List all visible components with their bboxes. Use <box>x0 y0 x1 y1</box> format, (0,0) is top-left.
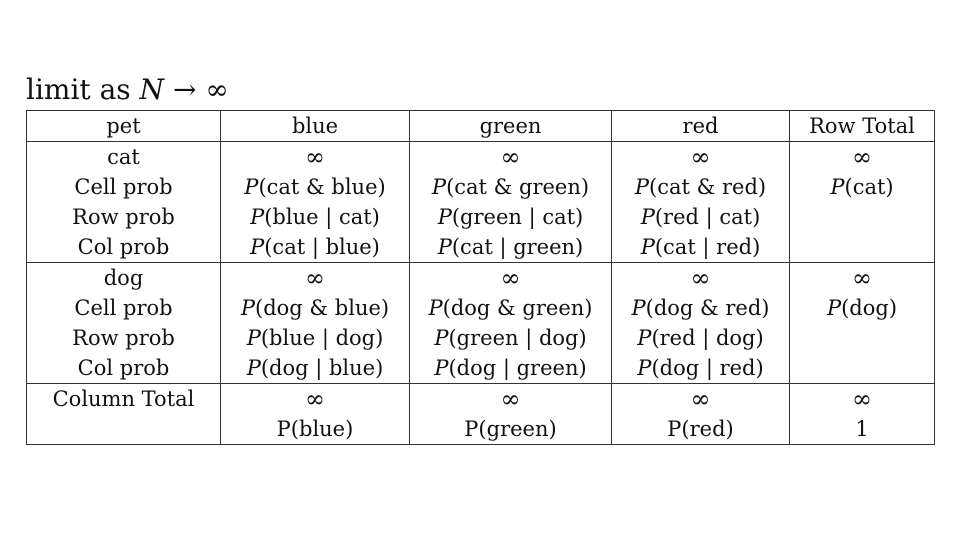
grand-total-count: ∞ <box>790 384 935 415</box>
prob-cell <box>612 293 790 323</box>
table-row <box>27 142 935 173</box>
prob-symbol: P <box>640 235 655 259</box>
prob-cell <box>410 172 612 202</box>
prob-cell <box>221 172 410 202</box>
prob-symbol: P <box>431 175 447 199</box>
prob-expr: (cat) <box>844 175 894 199</box>
table-row <box>27 414 935 445</box>
prob-cell <box>612 172 790 202</box>
empty-cell <box>790 232 935 263</box>
prob-symbol: P <box>246 326 261 350</box>
empty-cell <box>790 353 935 384</box>
table-row <box>27 202 935 232</box>
count-cell: ∞ <box>612 384 790 415</box>
arrow-icon: → <box>172 73 197 106</box>
group-label-cat: cat <box>27 142 221 173</box>
row-label-col-prob: Col prob <box>27 353 221 384</box>
header-green: green <box>410 111 612 142</box>
prob-cell <box>612 202 790 232</box>
prob-cell <box>221 293 410 323</box>
count-cell: ∞ <box>612 263 790 294</box>
prob-expr: (dog & green) <box>442 296 593 320</box>
count-cell: ∞ <box>410 384 612 415</box>
table-row <box>27 172 935 202</box>
prob-symbol: P <box>434 326 449 350</box>
prob-symbol: P <box>640 205 655 229</box>
prob-expr: (cat & red) <box>649 175 767 199</box>
prob-symbol: P <box>437 205 452 229</box>
grand-total-prob: 1 <box>790 414 935 445</box>
prob-expr: (cat | blue) <box>264 235 380 259</box>
title-prefix: limit as <box>26 73 131 106</box>
prob-symbol: P <box>250 205 265 229</box>
row-label-cell-prob: Cell prob <box>27 293 221 323</box>
prob-symbol: P <box>428 296 443 320</box>
prob-symbol: P <box>637 326 652 350</box>
row-total-count: ∞ <box>790 263 935 294</box>
prob-expr: (cat | red) <box>654 235 761 259</box>
group-label-dog: dog <box>27 263 221 294</box>
empty-cell <box>27 414 221 445</box>
prob-cell <box>410 323 612 353</box>
prob-expr: (red | cat) <box>654 205 761 229</box>
column-total-blue: P(blue) <box>221 414 410 445</box>
prob-cell <box>221 353 410 384</box>
header-pet: pet <box>27 111 221 142</box>
prob-cell <box>410 293 612 323</box>
prob-symbol: P <box>250 235 265 259</box>
prob-symbol: P <box>634 175 650 199</box>
prob-symbol: P <box>437 235 452 259</box>
prob-cell <box>221 202 410 232</box>
header-row-total: Row Total <box>790 111 935 142</box>
count-cell: ∞ <box>221 263 410 294</box>
prob-cell <box>612 232 790 263</box>
row-total-count: ∞ <box>790 142 935 173</box>
prob-expr: (blue | dog) <box>260 326 384 350</box>
prob-expr: (green | dog) <box>448 326 587 350</box>
prob-expr: (dog & red) <box>645 296 770 320</box>
header-red: red <box>612 111 790 142</box>
prob-cell <box>612 323 790 353</box>
count-cell: ∞ <box>221 384 410 415</box>
prob-expr: (dog | green) <box>448 356 587 380</box>
prob-cell <box>410 353 612 384</box>
count-cell: ∞ <box>612 142 790 173</box>
prob-expr: (dog | red) <box>651 356 764 380</box>
infinity-symbol: ∞ <box>205 73 229 106</box>
prob-symbol: P <box>240 296 256 320</box>
table-row <box>27 323 935 353</box>
column-total-label: Column Total <box>27 384 221 415</box>
prob-symbol: P <box>826 296 842 320</box>
prob-symbol: P <box>637 356 652 380</box>
prob-symbol: P <box>631 296 646 320</box>
row-total-prob <box>790 293 935 323</box>
empty-cell <box>790 202 935 232</box>
table-row <box>27 263 935 294</box>
prob-expr: (green | cat) <box>451 205 584 229</box>
table-row <box>27 293 935 323</box>
prob-cell <box>221 323 410 353</box>
prob-cell <box>612 353 790 384</box>
prob-cell <box>410 232 612 263</box>
row-label-col-prob: Col prob <box>27 232 221 263</box>
prob-symbol: P <box>244 175 259 199</box>
prob-cell <box>410 202 612 232</box>
page-title <box>26 72 229 108</box>
count-cell: ∞ <box>221 142 410 173</box>
prob-expr: (cat & blue) <box>258 175 386 199</box>
header-blue: blue <box>221 111 410 142</box>
prob-expr: (dog) <box>841 296 898 320</box>
prob-symbol: P <box>830 175 845 199</box>
prob-expr: (dog & blue) <box>255 296 390 320</box>
table-row <box>27 384 935 415</box>
count-cell: ∞ <box>410 263 612 294</box>
prob-expr: (cat & green) <box>446 175 590 199</box>
prob-expr: (dog | blue) <box>260 356 384 380</box>
header-row <box>27 111 935 142</box>
prob-symbol: P <box>434 356 449 380</box>
contingency-table <box>26 110 935 445</box>
prob-expr: (blue | cat) <box>264 205 380 229</box>
prob-expr: (red | dog) <box>651 326 764 350</box>
column-total-green: P(green) <box>410 414 612 445</box>
prob-expr: (cat | green) <box>451 235 584 259</box>
row-label-row-prob: Row prob <box>27 202 221 232</box>
prob-symbol: P <box>246 356 261 380</box>
table-row <box>27 353 935 384</box>
column-total-red: P(red) <box>612 414 790 445</box>
count-cell: ∞ <box>410 142 612 173</box>
empty-cell <box>790 323 935 353</box>
title-variable: N <box>139 73 165 106</box>
row-label-row-prob: Row prob <box>27 323 221 353</box>
row-label-cell-prob: Cell prob <box>27 172 221 202</box>
row-total-prob <box>790 172 935 202</box>
prob-cell <box>221 232 410 263</box>
table-row <box>27 232 935 263</box>
